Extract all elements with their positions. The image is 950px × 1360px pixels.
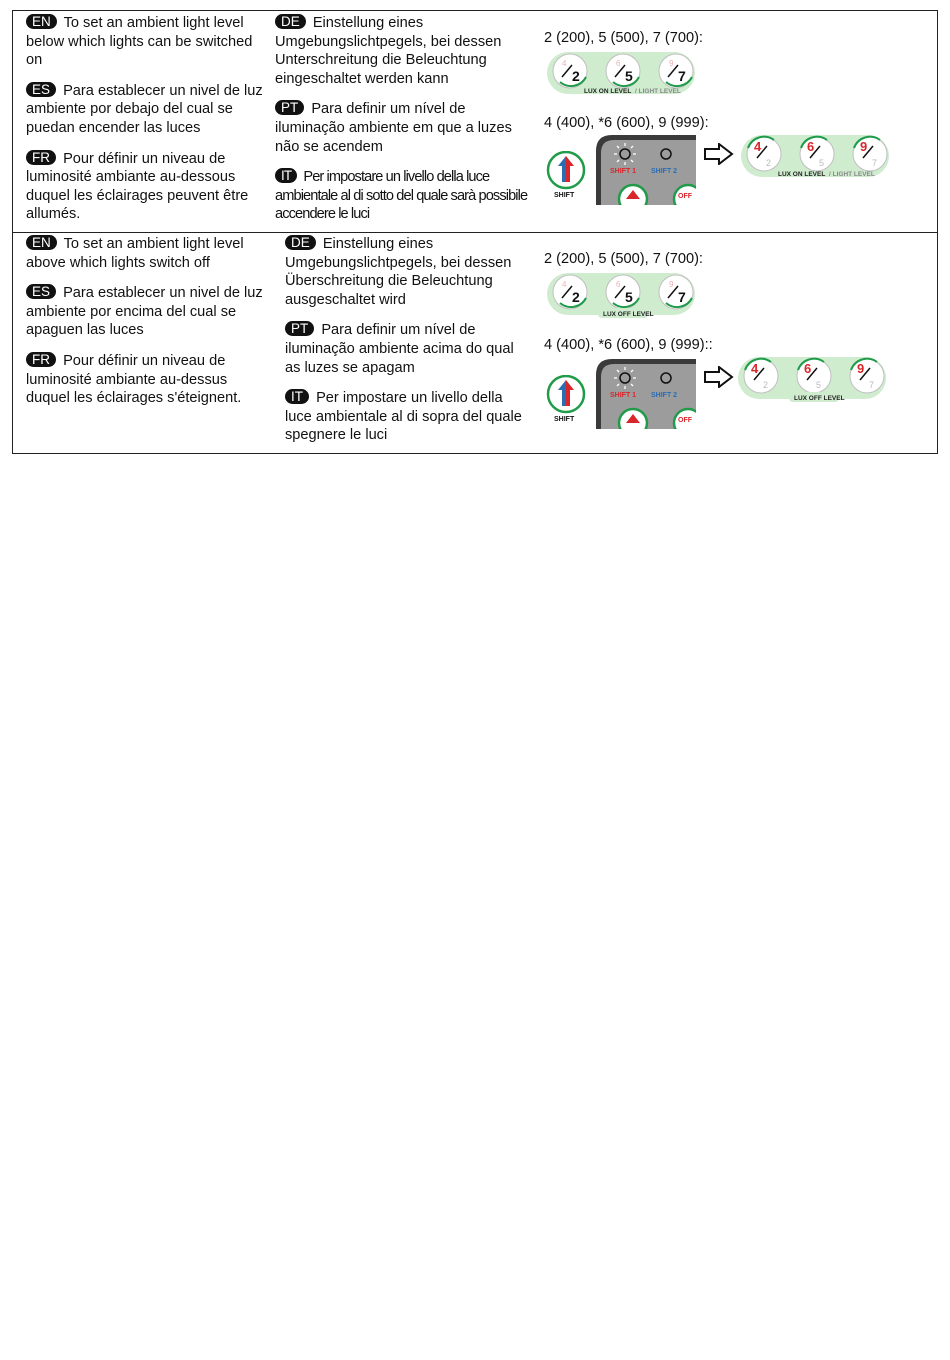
lang-badge-it: IT bbox=[285, 389, 309, 404]
svg-text:4: 4 bbox=[562, 280, 567, 289]
svg-text:5: 5 bbox=[625, 289, 633, 305]
lang-badge-it: IT bbox=[275, 168, 297, 183]
row1-col1 bbox=[26, 14, 264, 236]
up-arrow-button[interactable] bbox=[619, 185, 647, 205]
shift2-label: SHIFT 2 bbox=[651, 168, 678, 175]
svg-text:OFF: OFF bbox=[678, 417, 692, 424]
row2-col1 bbox=[26, 235, 264, 420]
row1-es: ES Para establecer un nivel de luz ambiente por debajo del cual se puedan encender las luces bbox=[26, 81, 263, 136]
svg-text:9: 9 bbox=[857, 361, 865, 376]
row2-step2: 4 (400), *6 (600), 9 (999):: bbox=[544, 337, 713, 353]
remote-control bbox=[596, 357, 696, 429]
shift-label: SHIFT bbox=[554, 416, 575, 423]
key-9[interactable] bbox=[850, 359, 884, 393]
svg-text:2: 2 bbox=[763, 380, 769, 390]
row-lux-off-level bbox=[13, 232, 937, 454]
shift-button[interactable] bbox=[546, 375, 588, 425]
keypad-panel-lux-on-shift bbox=[740, 133, 892, 179]
svg-text:9: 9 bbox=[669, 59, 674, 68]
svg-text:5: 5 bbox=[625, 68, 633, 84]
row2-pt: PT Para definir um nível de iluminação ambiente acima do qual as luzes se apagam bbox=[285, 321, 514, 376]
key-7[interactable] bbox=[659, 54, 693, 88]
row2-en: EN To set an ambient light level above which lights switch off bbox=[26, 235, 244, 271]
row1-en: EN To set an ambient light level below which lights can be switched on bbox=[26, 14, 253, 69]
svg-text:LUX OFF LEVEL: LUX OFF LEVEL bbox=[794, 395, 845, 402]
row1-col2 bbox=[275, 14, 530, 236]
key-6[interactable] bbox=[797, 359, 831, 393]
shift-label: SHIFT bbox=[554, 192, 575, 199]
row2-de: DE Einstellung eines Umgebungslichtpegels, bei dessen Überschreitung die Beleuchtung ausgeschaltet wird bbox=[285, 235, 512, 308]
key-4[interactable] bbox=[744, 359, 778, 393]
svg-text:4: 4 bbox=[754, 139, 762, 154]
svg-text:7: 7 bbox=[678, 289, 686, 305]
svg-text:OFF: OFF bbox=[678, 193, 692, 200]
svg-text:6: 6 bbox=[804, 361, 812, 376]
row1-step1: 2 (200), 5 (500), 7 (700): bbox=[544, 30, 703, 46]
lang-badge-de: DE bbox=[275, 14, 306, 29]
right-arrow-icon bbox=[703, 366, 735, 388]
right-arrow-icon bbox=[703, 143, 735, 165]
row2-it: IT Per impostare un livello della luce ambientale al di sopra del quale spegnere le luci bbox=[285, 389, 522, 444]
lang-badge-de: DE bbox=[285, 235, 316, 250]
svg-text:2: 2 bbox=[572, 68, 580, 84]
keypad-panel-lux-on bbox=[546, 50, 698, 96]
lang-badge-en: EN bbox=[26, 235, 57, 250]
svg-text:/ LIGHT LEVEL: / LIGHT LEVEL bbox=[635, 88, 681, 95]
up-arrow-button[interactable] bbox=[619, 409, 647, 429]
svg-text:7: 7 bbox=[869, 380, 875, 390]
row2-col2 bbox=[285, 235, 525, 457]
row1-it: IT Per impostare un livello della luce ambientale al di sotto del quale sarà possibile accendere le luci bbox=[275, 168, 528, 223]
svg-text:/ LIGHT LEVEL: / LIGHT LEVEL bbox=[829, 171, 875, 178]
lang-badge-fr: FR bbox=[26, 150, 56, 165]
svg-text:6: 6 bbox=[616, 59, 621, 68]
svg-text:6: 6 bbox=[807, 139, 815, 154]
svg-text:LUX ON LEVEL: LUX ON LEVEL bbox=[778, 171, 826, 178]
svg-text:9: 9 bbox=[669, 280, 674, 289]
keypad-panel-lux-off bbox=[546, 271, 698, 319]
lang-badge-fr: FR bbox=[26, 352, 56, 367]
row2-fr: FR Pour définir un niveau de luminosité ambiante au-dessus duquel les éclairages s'éteignent. bbox=[26, 351, 242, 407]
svg-text:9: 9 bbox=[860, 139, 868, 154]
lang-badge-pt: PT bbox=[275, 100, 304, 115]
shift2-label: SHIFT 2 bbox=[651, 392, 678, 399]
key-7[interactable] bbox=[659, 275, 693, 309]
key-2[interactable] bbox=[553, 54, 587, 88]
lang-badge-es: ES bbox=[26, 82, 56, 97]
key-5[interactable] bbox=[606, 54, 640, 88]
lang-badge-es: ES bbox=[26, 284, 56, 299]
svg-text:LUX OFF LEVEL: LUX OFF LEVEL bbox=[603, 311, 654, 318]
svg-text:2: 2 bbox=[572, 289, 580, 305]
row2-es: ES Para establecer un nivel de luz ambiente por encima del cual se apaguen las luces bbox=[26, 284, 263, 339]
shift1-label: SHIFT 1 bbox=[610, 168, 637, 175]
svg-text:7: 7 bbox=[678, 68, 686, 84]
svg-text:4: 4 bbox=[751, 361, 759, 376]
key-6[interactable] bbox=[800, 137, 834, 171]
lang-badge-en: EN bbox=[26, 14, 57, 29]
svg-text:LUX ON LEVEL: LUX ON LEVEL bbox=[584, 88, 632, 95]
row-lux-on-level bbox=[13, 11, 937, 233]
svg-text:4: 4 bbox=[562, 59, 567, 68]
svg-text:5: 5 bbox=[816, 380, 822, 390]
row2-step1: 2 (200), 5 (500), 7 (700): bbox=[544, 251, 703, 267]
svg-text:6: 6 bbox=[616, 280, 621, 289]
keypad-panel-lux-off-shift bbox=[737, 355, 889, 403]
svg-text:5: 5 bbox=[819, 158, 825, 168]
remote-control bbox=[596, 133, 696, 205]
svg-text:7: 7 bbox=[872, 158, 878, 168]
row1-step2: 4 (400), *6 (600), 9 (999): bbox=[544, 115, 709, 131]
row1-fr: FR Pour définir un niveau de luminosité ambiante au-dessous duquel les éclairages peuvent être allumés. bbox=[26, 149, 249, 223]
lang-badge-pt: PT bbox=[285, 321, 314, 336]
key-5[interactable] bbox=[606, 275, 640, 309]
key-9[interactable] bbox=[853, 137, 887, 171]
svg-text:2: 2 bbox=[766, 158, 772, 168]
row1-de: DE Einstellung eines Umgebungslichtpegels, bei dessen Unterschreitung die Beleuchtung eingeschaltet werden kann bbox=[275, 14, 502, 87]
instruction-table bbox=[12, 10, 938, 454]
key-4[interactable] bbox=[747, 137, 781, 171]
key-2[interactable] bbox=[553, 275, 587, 309]
shift-button[interactable] bbox=[546, 151, 588, 201]
row1-pt: PT Para definir um nível de iluminação ambiente em que a luzes não se acendem bbox=[275, 100, 512, 155]
shift1-label: SHIFT 1 bbox=[610, 392, 637, 399]
